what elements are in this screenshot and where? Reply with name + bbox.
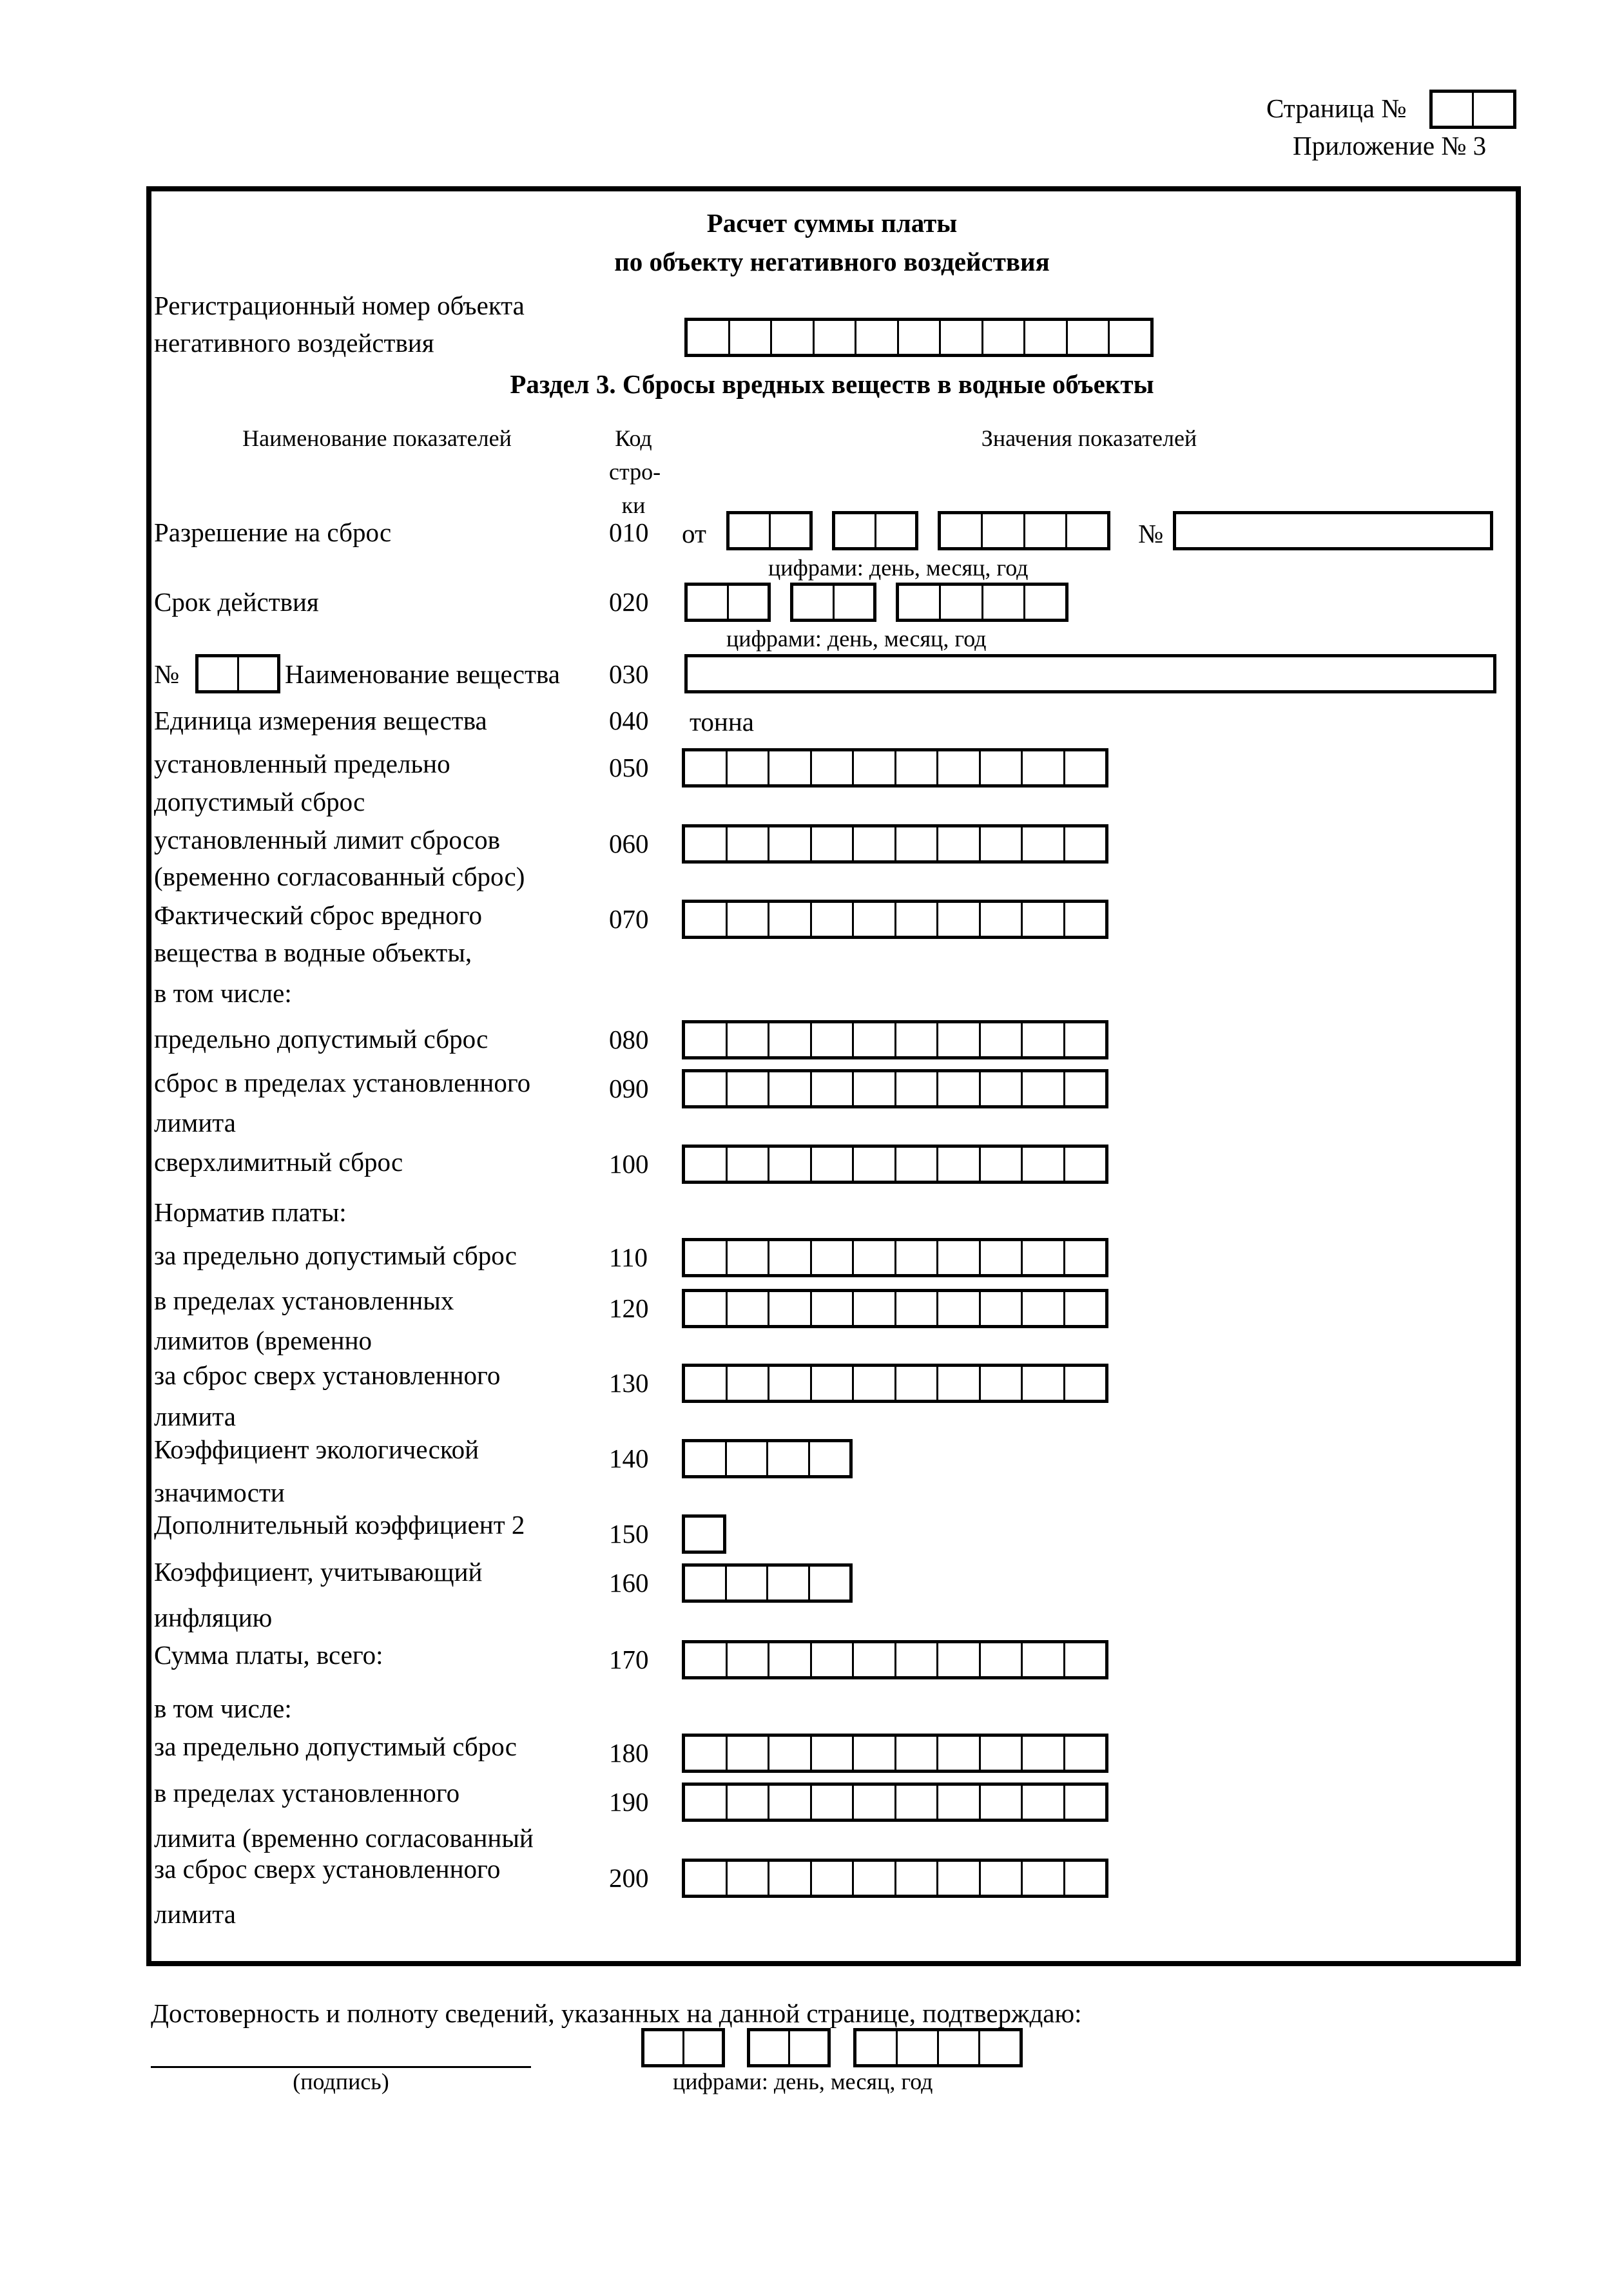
value-cell[interactable] [936, 1367, 979, 1400]
row-130-code: 130 [609, 1368, 649, 1398]
value-cell[interactable] [852, 1148, 894, 1181]
value-cell[interactable] [1063, 1737, 1106, 1770]
row-030-label: Наименование вещества [285, 659, 560, 689]
row-080-label: предельно допустимый сброс [154, 1024, 488, 1054]
value-cell[interactable] [979, 1737, 1021, 1770]
row-160-label: Коэффициент, учитывающий [154, 1557, 483, 1587]
value-cell[interactable] [936, 903, 979, 936]
reg-number-cell[interactable] [1066, 321, 1108, 354]
value-cell[interactable] [936, 827, 979, 860]
value-cell[interactable] [979, 1241, 1021, 1274]
value-cell[interactable] [936, 1862, 979, 1895]
footer-year-input[interactable] [853, 2028, 1023, 2067]
value-cell[interactable] [1021, 1241, 1063, 1274]
value-cell[interactable] [685, 1072, 726, 1105]
value-cell[interactable] [768, 1292, 810, 1325]
reg-number-cell[interactable] [981, 321, 1024, 354]
row-070-code: 070 [609, 904, 649, 934]
date-cell[interactable] [727, 586, 768, 619]
row-120-label: в пределах установленных [154, 1286, 454, 1315]
row-060-value-input[interactable] [682, 824, 1108, 864]
date-cell[interactable] [1023, 586, 1065, 619]
value-cell[interactable] [852, 1737, 894, 1770]
value-cell[interactable] [979, 903, 1021, 936]
value-cell[interactable] [1063, 1072, 1106, 1105]
row-090-value-input[interactable] [682, 1069, 1108, 1108]
date-cell[interactable] [793, 586, 833, 619]
date-cell[interactable] [939, 586, 981, 619]
value-cell[interactable] [1063, 1862, 1106, 1895]
row-150-label: Дополнительный коэффициент 2 [154, 1510, 525, 1540]
value-cell[interactable] [894, 1072, 937, 1105]
value-cell[interactable] [1063, 1023, 1106, 1056]
row-190-label: в пределах установленного [154, 1778, 460, 1808]
date-cell[interactable] [981, 514, 1023, 547]
row-010-date-caption: цифрами: день, месяц, год [768, 555, 1029, 581]
value-cell[interactable] [1021, 1023, 1063, 1056]
reg-number-cell[interactable] [939, 321, 981, 354]
value-cell[interactable] [979, 1367, 1021, 1400]
page-number-cell[interactable] [1433, 93, 1472, 126]
row-020-label: Срок действия [154, 587, 319, 617]
value-cell[interactable] [810, 1862, 853, 1895]
date-cell[interactable] [730, 514, 769, 547]
row-060-label: установленный лимит сбросов [154, 825, 500, 855]
value-cell[interactable] [894, 1023, 937, 1056]
row-120-label-line2: лимитов (временно [154, 1326, 372, 1355]
reg-number-label-line1: Регистрационный номер объекта [154, 291, 525, 320]
value-cell[interactable] [979, 1643, 1021, 1676]
value-cell[interactable] [852, 1072, 894, 1105]
value-cell[interactable] [894, 1241, 937, 1274]
value-cell[interactable] [1063, 1367, 1106, 1400]
value-cell[interactable] [1063, 827, 1106, 860]
date-cell[interactable] [688, 586, 727, 619]
reg-number-cell[interactable] [770, 321, 813, 354]
value-cell[interactable] [852, 827, 894, 860]
row-050-code: 050 [609, 753, 649, 782]
date-cell[interactable] [978, 2031, 1020, 2064]
row-200-label-line2: лимита [154, 1899, 236, 1929]
value-cell[interactable] [766, 1567, 808, 1599]
row-080-value-input[interactable] [682, 1020, 1108, 1059]
row-180-value-input[interactable] [682, 1734, 1108, 1773]
value-cell[interactable] [685, 751, 726, 784]
row-010-permit-number-input[interactable] [1173, 511, 1493, 550]
value-cell[interactable] [1063, 1786, 1106, 1819]
date-cell[interactable] [896, 2031, 937, 2064]
reg-number-cell[interactable] [1023, 321, 1066, 354]
value-cell[interactable] [936, 1786, 979, 1819]
row-090-code: 090 [609, 1074, 649, 1103]
signature-caption: (подпись) [293, 2069, 389, 2094]
value-cell[interactable] [936, 1023, 979, 1056]
value-cell[interactable] [1021, 827, 1063, 860]
value-cell[interactable] [726, 1292, 768, 1325]
value-cell[interactable] [768, 1786, 810, 1819]
reg-number-label-line2: негативного воздействия [154, 328, 434, 358]
value-cell[interactable] [726, 1737, 768, 1770]
value-cell[interactable] [810, 903, 853, 936]
value-cell[interactable] [936, 1148, 979, 1181]
row-030-code: 030 [609, 659, 649, 689]
value-cell[interactable] [725, 1442, 767, 1475]
value-cell[interactable] [810, 1737, 853, 1770]
date-cell[interactable] [1023, 514, 1065, 547]
row-030-substance-number-input[interactable] [195, 654, 280, 693]
value-cell[interactable] [894, 751, 937, 784]
page-number-cell[interactable] [1472, 93, 1513, 126]
value-cell[interactable] [852, 1241, 894, 1274]
value-cell[interactable] [726, 903, 768, 936]
value-cell[interactable] [810, 1023, 853, 1056]
value-cell[interactable] [936, 751, 979, 784]
value-cell[interactable] [979, 1148, 1021, 1181]
date-cell[interactable] [682, 2031, 722, 2064]
reg-number-cell[interactable] [813, 321, 855, 354]
row-010-label: Разрешение на сброс [154, 517, 392, 547]
value-cell[interactable] [936, 1737, 979, 1770]
row-030-substance-name-input[interactable] [684, 654, 1496, 693]
section-title: Раздел 3. Сбросы вредных веществ в водные объекты [510, 369, 1154, 399]
value-cell[interactable] [1063, 1643, 1106, 1676]
value-cell[interactable] [894, 1292, 937, 1325]
value-cell[interactable] [852, 1786, 894, 1819]
value-cell[interactable] [1021, 1643, 1063, 1676]
value-cell[interactable] [810, 1367, 853, 1400]
date-cell[interactable] [941, 514, 981, 547]
row-110-code: 110 [609, 1242, 648, 1272]
row-130-label-line2: лимита [154, 1402, 236, 1431]
value-cell[interactable] [1021, 1292, 1063, 1325]
row-110-label: за предельно допустимый сброс [154, 1241, 517, 1270]
value-cell[interactable] [768, 1862, 810, 1895]
value-cell[interactable] [768, 1643, 810, 1676]
page-number-input[interactable] [1429, 90, 1516, 129]
row-010-number-sign: № [1138, 519, 1164, 548]
value-cell[interactable] [810, 1643, 853, 1676]
value-cell[interactable] [685, 1737, 726, 1770]
date-cell[interactable] [856, 2031, 896, 2064]
value-cell[interactable] [810, 827, 853, 860]
row-140-value-input[interactable] [682, 1439, 853, 1478]
column-header-values: Значения показателей [981, 425, 1197, 451]
reg-number-input[interactable] [684, 318, 1154, 357]
reg-number-cell[interactable] [1108, 321, 1150, 354]
date-cell[interactable] [644, 2031, 682, 2064]
value-cell[interactable] [768, 1737, 810, 1770]
date-cell[interactable] [750, 2031, 788, 2064]
row-020-code: 020 [609, 587, 649, 617]
value-cell[interactable] [894, 903, 937, 936]
appendix-label: Приложение № 3 [1293, 131, 1487, 160]
row-130-value-input[interactable] [682, 1364, 1108, 1403]
date-cell[interactable] [937, 2031, 978, 2064]
substance-number-cell[interactable] [237, 657, 278, 690]
value-cell[interactable] [685, 827, 726, 860]
value-cell[interactable] [979, 1786, 1021, 1819]
row-160-code: 160 [609, 1568, 649, 1598]
value-cell[interactable] [936, 1292, 979, 1325]
value-cell[interactable] [685, 1148, 726, 1181]
row-050-label: установленный предельно [154, 749, 450, 778]
value-cell[interactable] [726, 1148, 768, 1181]
row-160-label-line2: инфляцию [154, 1603, 273, 1632]
row-120-value-input[interactable] [682, 1289, 1108, 1328]
column-header-code-line3: ки [621, 492, 646, 518]
value-cell[interactable] [685, 1367, 726, 1400]
value-cell[interactable] [1021, 751, 1063, 784]
value-cell[interactable] [685, 1786, 726, 1819]
column-header-code-line2: стро- [609, 459, 661, 485]
row-010-code: 010 [609, 517, 649, 547]
value-cell[interactable] [726, 1786, 768, 1819]
reg-number-cell[interactable] [688, 321, 728, 354]
value-cell[interactable] [810, 1786, 853, 1819]
date-cell[interactable] [1065, 514, 1107, 547]
row-100-code: 100 [609, 1149, 649, 1179]
row-020-year-input[interactable] [896, 583, 1068, 622]
page-number-label: Страница № [1266, 93, 1407, 123]
value-cell[interactable] [1021, 1367, 1063, 1400]
row-090-label: сброс в пределах установленного [154, 1068, 531, 1097]
row-140-label: Коэффициент экологической [154, 1435, 479, 1464]
value-cell[interactable] [979, 1072, 1021, 1105]
value-cell[interactable] [726, 1023, 768, 1056]
value-cell[interactable] [936, 1072, 979, 1105]
value-cell[interactable] [979, 827, 1021, 860]
row-040-code: 040 [609, 706, 649, 735]
row-200-label: за сброс сверх установленного [154, 1854, 501, 1884]
value-cell[interactable] [685, 1023, 726, 1056]
value-cell[interactable] [726, 1643, 768, 1676]
row-190-label-line2: лимита (временно согласованный [154, 1823, 534, 1853]
value-cell[interactable] [894, 827, 937, 860]
value-cell[interactable] [685, 1518, 723, 1551]
row-060-label-line2: (временно согласованный сброс) [154, 862, 525, 891]
value-cell[interactable] [1021, 1862, 1063, 1895]
value-cell[interactable] [894, 1862, 937, 1895]
row-170-code: 170 [609, 1645, 649, 1674]
value-cell[interactable] [979, 751, 1021, 784]
value-cell[interactable] [894, 1737, 937, 1770]
row-100-label: сверхлимитный сброс [154, 1147, 403, 1177]
date-cell[interactable] [981, 586, 1023, 619]
row-070-label-line2: вещества в водные объекты, [154, 938, 472, 967]
value-cell[interactable] [1063, 1292, 1106, 1325]
value-cell[interactable] [685, 1292, 726, 1325]
value-cell[interactable] [685, 1241, 726, 1274]
signature-line[interactable] [151, 2066, 531, 2068]
value-cell[interactable] [768, 1148, 810, 1181]
footer-day-input[interactable] [641, 2028, 725, 2067]
row-070-value-input[interactable] [682, 900, 1108, 939]
value-cell[interactable] [1021, 1148, 1063, 1181]
row-140-label-line2: значимости [154, 1478, 285, 1507]
value-cell[interactable] [894, 1643, 937, 1676]
value-cell[interactable] [852, 751, 894, 784]
row-200-code: 200 [609, 1863, 649, 1893]
substance-number-cell[interactable] [198, 657, 237, 690]
value-cell[interactable] [768, 903, 810, 936]
row-130-label: за сброс сверх установленного [154, 1360, 501, 1390]
value-cell[interactable] [979, 1862, 1021, 1895]
row-010-month-input[interactable] [832, 511, 918, 550]
value-cell[interactable] [1063, 751, 1106, 784]
row-010-year-input[interactable] [938, 511, 1110, 550]
row-140-code: 140 [609, 1444, 649, 1473]
row-150-value-input[interactable] [682, 1514, 726, 1554]
value-cell[interactable] [685, 903, 726, 936]
value-cell[interactable] [810, 751, 853, 784]
value-cell[interactable] [768, 1023, 810, 1056]
value-cell[interactable] [852, 1367, 894, 1400]
column-header-name: Наименование показателей [242, 425, 512, 451]
row-040-unit-value: тонна [690, 707, 754, 737]
row-020-date-caption: цифрами: день, месяц, год [726, 626, 987, 652]
confirmation-text: Достоверность и полноту сведений, указанных на данной странице, подтверждаю: [151, 1998, 1082, 2028]
value-cell[interactable] [768, 1241, 810, 1274]
value-cell[interactable] [768, 1072, 810, 1105]
row-150-code: 150 [609, 1519, 649, 1549]
value-cell[interactable] [1063, 1148, 1106, 1181]
reg-number-cell[interactable] [855, 321, 897, 354]
row-070-label: Фактический сброс вредного [154, 900, 483, 930]
value-cell[interactable] [894, 1148, 937, 1181]
value-cell[interactable] [894, 1367, 937, 1400]
value-cell[interactable] [725, 1567, 767, 1599]
value-cell[interactable] [852, 1292, 894, 1325]
footer-date-caption: цифрами: день, месяц, год [673, 2069, 933, 2094]
row-050-value-input[interactable] [682, 748, 1108, 788]
row-010-from-label: от [682, 519, 706, 548]
row-050-label-line2: допустимый сброс [154, 787, 365, 817]
subheader-including-2: в том числе: [154, 1694, 292, 1723]
value-cell[interactable] [808, 1442, 850, 1475]
row-200-value-input[interactable] [682, 1859, 1108, 1898]
row-170-value-input[interactable] [682, 1640, 1108, 1679]
date-cell[interactable] [899, 586, 939, 619]
value-cell[interactable] [979, 1023, 1021, 1056]
row-030-number-sign: № [154, 659, 180, 689]
value-cell[interactable] [1021, 1072, 1063, 1105]
value-cell[interactable] [726, 751, 768, 784]
value-cell[interactable] [766, 1442, 808, 1475]
value-cell[interactable] [808, 1567, 850, 1599]
value-cell[interactable] [685, 1567, 725, 1599]
value-cell[interactable] [726, 1072, 768, 1105]
value-cell[interactable] [852, 1643, 894, 1676]
value-cell[interactable] [768, 827, 810, 860]
value-cell[interactable] [810, 1241, 853, 1274]
value-cell[interactable] [894, 1786, 937, 1819]
value-cell[interactable] [768, 1367, 810, 1400]
row-040-label: Единица измерения вещества [154, 706, 487, 735]
value-cell[interactable] [810, 1292, 853, 1325]
value-cell[interactable] [852, 1023, 894, 1056]
value-cell[interactable] [685, 1643, 726, 1676]
value-cell[interactable] [726, 1367, 768, 1400]
row-060-code: 060 [609, 829, 649, 858]
value-cell[interactable] [810, 1072, 853, 1105]
value-cell[interactable] [685, 1862, 726, 1895]
date-cell[interactable] [788, 2031, 828, 2064]
value-cell[interactable] [852, 903, 894, 936]
value-cell[interactable] [936, 1643, 979, 1676]
row-190-value-input[interactable] [682, 1783, 1108, 1822]
row-110-value-input[interactable] [682, 1238, 1108, 1277]
form-title: Расчет суммы платы [706, 208, 958, 238]
value-cell[interactable] [1063, 1241, 1106, 1274]
form-subtitle: по объекту негативного воздействия [614, 247, 1050, 276]
row-020-month-input[interactable] [790, 583, 876, 622]
date-cell[interactable] [833, 586, 874, 619]
row-010-day-input[interactable] [726, 511, 813, 550]
footer-month-input[interactable] [747, 2028, 831, 2067]
row-090-label-line2: лимита [154, 1108, 236, 1137]
value-cell[interactable] [979, 1292, 1021, 1325]
value-cell[interactable] [1021, 903, 1063, 936]
value-cell[interactable] [852, 1862, 894, 1895]
date-cell[interactable] [835, 514, 875, 547]
row-180-label: за предельно допустимый сброс [154, 1732, 517, 1761]
row-170-label: Сумма платы, всего: [154, 1640, 383, 1670]
value-cell[interactable] [768, 751, 810, 784]
row-190-code: 190 [609, 1787, 649, 1817]
reg-number-cell[interactable] [897, 321, 940, 354]
date-cell[interactable] [769, 514, 810, 547]
column-header-code: Код [615, 425, 652, 451]
value-cell[interactable] [1021, 1737, 1063, 1770]
subheader-rate: Норматив платы: [154, 1197, 347, 1227]
row-020-day-input[interactable] [684, 583, 771, 622]
reg-number-cell[interactable] [728, 321, 771, 354]
row-120-code: 120 [609, 1293, 649, 1323]
row-080-code: 080 [609, 1025, 649, 1054]
row-100-value-input[interactable] [682, 1145, 1108, 1184]
row-180-code: 180 [609, 1738, 649, 1768]
value-cell[interactable] [936, 1241, 979, 1274]
value-cell[interactable] [1021, 1786, 1063, 1819]
subheader-including-1: в том числе: [154, 978, 292, 1008]
value-cell[interactable] [726, 827, 768, 860]
value-cell[interactable] [1063, 903, 1106, 936]
row-160-value-input[interactable] [682, 1563, 853, 1603]
value-cell[interactable] [726, 1241, 768, 1274]
value-cell[interactable] [726, 1862, 768, 1895]
value-cell[interactable] [810, 1148, 853, 1181]
value-cell[interactable] [685, 1442, 725, 1475]
date-cell[interactable] [875, 514, 916, 547]
